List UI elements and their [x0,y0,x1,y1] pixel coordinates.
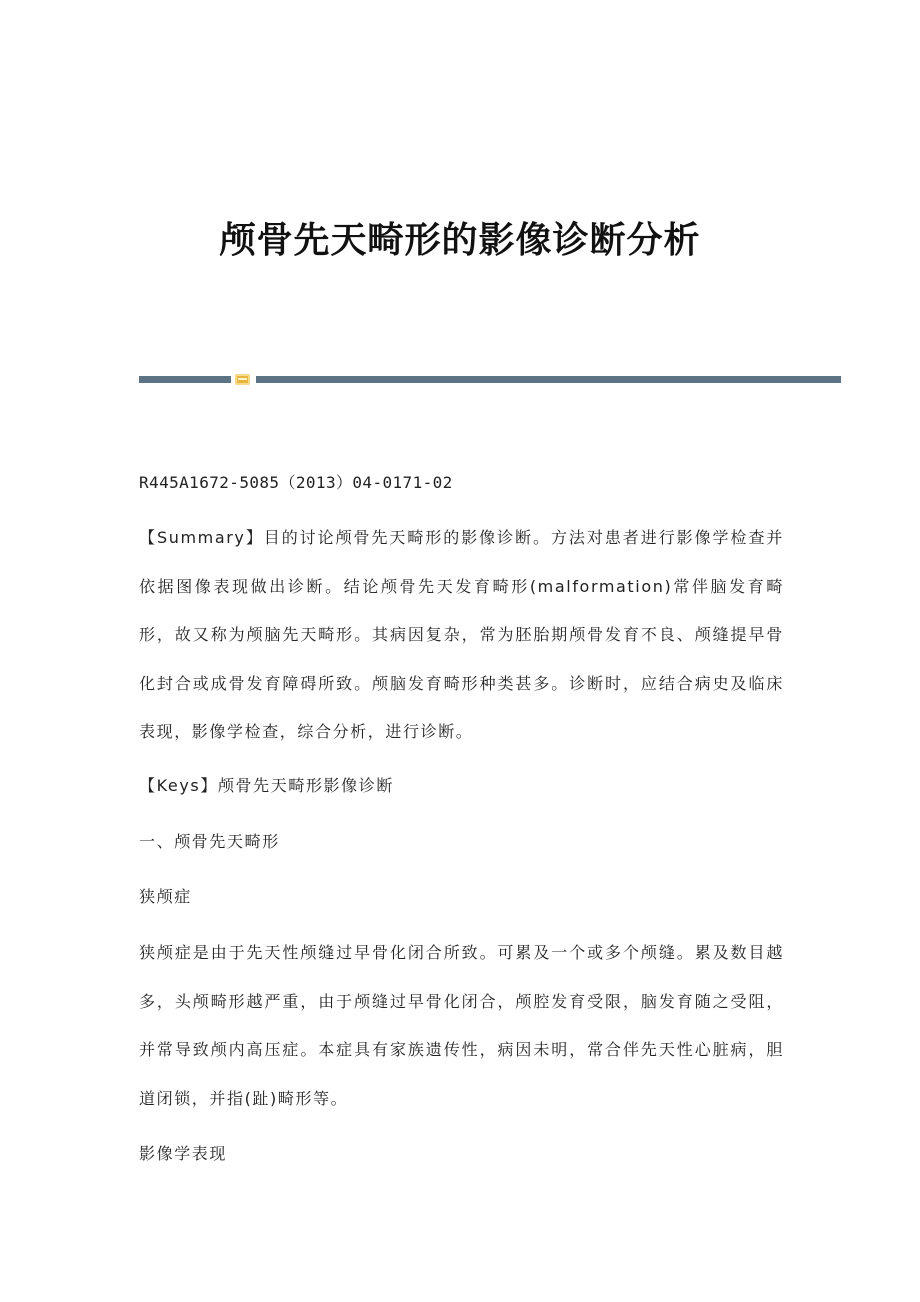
summary-paragraph: 【Summary】目的讨论颅骨先天畸形的影像诊断。方法对患者进行影像学检查并依据图像表现做出诊断。结论颅骨先天发育畸形(malformation)常伴脑发育畸形，故又称为颅脑先天畸形。其病因复杂，常为胚胎期颅骨发育不良、颅缝提早骨化封合或成骨发育障碍所致。颅脑发育畸形种类甚多。诊断时，应结合病史及临床表现，影像学检查，综合分析，进行诊断。 [139,528,784,741]
divider-emblem-icon [235,374,250,385]
section-heading: 一、颅骨先天畸形 [139,832,280,851]
divider-bar-left [139,376,231,383]
divider-bar-right [256,376,841,383]
keywords-line: 【Keys】颅骨先天畸形影像诊断 [139,776,394,795]
document-title: 颅骨先天畸形的影像诊断分析 [219,219,701,261]
subheading-imaging: 影像学表现 [139,1144,228,1163]
title-divider [139,374,841,384]
subheading-craniostenosis: 狭颅症 [139,887,192,906]
body-paragraph-craniostenosis: 狭颅症是由于先天性颅缝过早骨化闭合所致。可累及一个或多个颅缝。累及数目越多，头颅畸形越严重，由于颅缝过早骨化闭合，颅腔发育受限，脑发育随之受阻，并常导致颅内高压症。本症具有家族遗传性，病因未明，常合伴先天性心脏病，胆道闭锁，并指(趾)畸形等。 [139,943,784,1108]
classification-code: R445A1672-5085（2013）04-0171-02 [139,473,453,492]
